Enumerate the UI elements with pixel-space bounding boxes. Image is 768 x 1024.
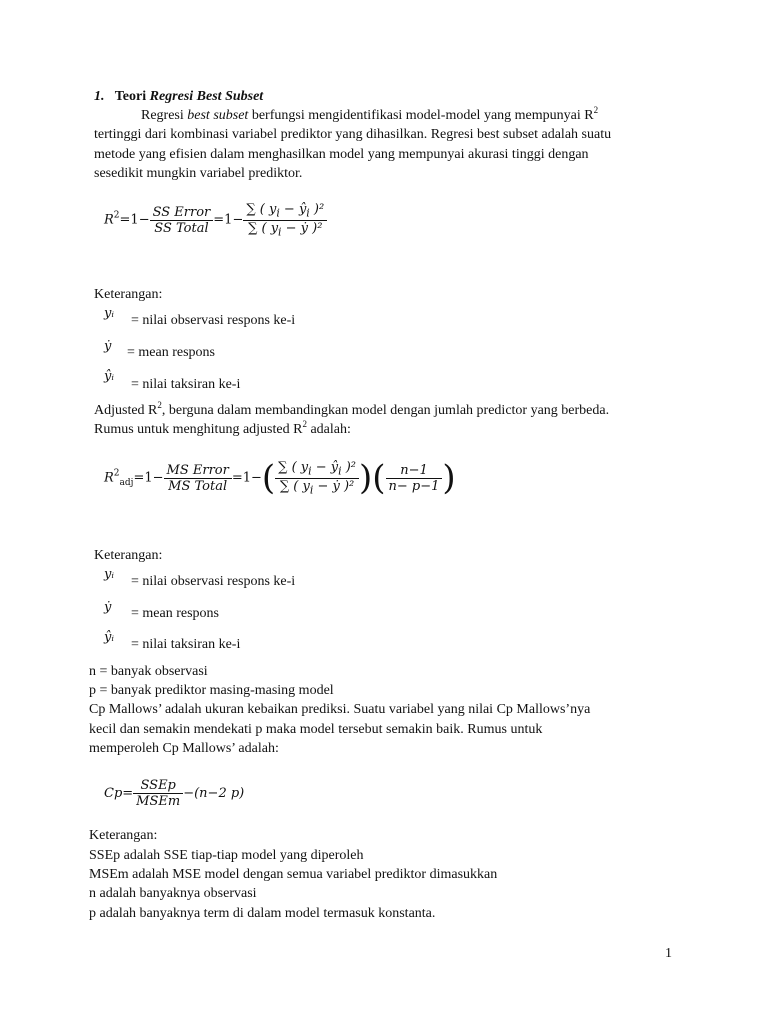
para1-line2: tertinggi dari kombinasi variabel prediktor yang dihasilkan. Regresi best subset adalah suatu <box>94 127 612 142</box>
symbol-y-hat-2: ŷᵢ <box>104 630 114 645</box>
formula2-inner-numerator: ∑ ( $y_i$ − $ŷ_i$ )² <box>275 460 359 479</box>
section-title-plain: Teori <box>114 89 150 104</box>
section-title-italic: Regresi Best Subset <box>149 89 264 104</box>
keterangan1-title: Keterangan: <box>94 287 163 302</box>
r-squared-formula: $R^2=1-$ $\frac{\text{SS Error}}{\text{SS Total}}$ =1− $\frac{\sum ( y_i - ŷ_i )^2}{\sum ( y_i - ẏ )^2}$ <box>104 202 327 238</box>
def-n: n = banyak observasi <box>89 664 208 679</box>
keterangan2-item3: = nilai taksiran ke-i <box>131 637 241 652</box>
cp-line1: Cp Mallows’ adalah ukuran kebaikan prediksi. Suatu variabel yang nilai Cp Mallows’nya <box>89 702 591 717</box>
symbol-y-i-2: yᵢ <box>104 567 114 582</box>
keterangan2-title: Keterangan: <box>94 548 163 563</box>
cp-mallows-formula: Cp= $\frac{\text{SSEp}}{\text{MSEm}}$ −(n−2 p) <box>104 778 245 809</box>
adjusted-line2: Rumus untuk menghitung adjusted $R^2$ adalah: <box>94 419 351 437</box>
para1-line4: sesedikit mungkin variabel prediktor. <box>94 166 303 181</box>
adjusted-r-squared-formula: $R^2_{adj}=1-$ $\frac{\text{MS Error}}{\text{MS Total}}$ =1−( $\frac{\sum ( y_i - ŷ_i )^2}{\sum ( y_i - ẏ )^2}$ )( $\frac{n-1}{n- p-1}$ ) <box>104 458 456 498</box>
keterangan1-item3: = nilai taksiran ke-i <box>131 377 241 392</box>
keterangan3-line1: SSEp adalah SSE tiap-tiap model yang diperoleh <box>89 848 364 863</box>
section-heading <box>94 88 263 106</box>
formula1-denominator: ∑ ( $y_i$ − ẏ )² <box>248 220 323 239</box>
formula2-inner-denominator: ∑ ( $y_i$ − ẏ )² <box>279 478 355 497</box>
keterangan1-item1: = nilai observasi respons ke-i <box>131 313 296 328</box>
keterangan3-line2: MSEm adalah MSE model dengan semua variabel prediktor dimasukkan <box>89 867 498 882</box>
symbol-y-mean: ẏ <box>104 339 112 354</box>
keterangan1-item2: = mean respons <box>127 345 215 360</box>
cp-line3: memperoleh Cp Mallows’ adalah: <box>89 741 279 756</box>
keterangan2-item2: = mean respons <box>131 606 219 621</box>
keterangan3-title: Keterangan: <box>89 828 158 843</box>
symbol-y-i: yᵢ <box>104 306 114 321</box>
section-number: 1. <box>94 89 105 104</box>
para1-line3: metode yang efisien dalam menghasilkan model yang mempunyai akurasi tinggi dengan <box>94 147 589 162</box>
symbol-y-hat: ŷᵢ <box>104 369 114 384</box>
keterangan3-line4: p adalah banyaknya term di dalam model termasuk konstanta. <box>89 906 436 921</box>
formula1-numerator: ∑ ( $y_i$ − $ŷ_i$ )² <box>243 202 327 221</box>
keterangan2-item1: = nilai observasi respons ke-i <box>131 574 296 589</box>
page-number: 1 <box>665 946 672 961</box>
def-p: p = banyak prediktor masing-masing model <box>89 683 334 698</box>
adjusted-line1: Adjusted $R^2$, berguna dalam membandingkan model dengan jumlah predictor yang berbeda. <box>94 400 610 418</box>
para1-line1: Regresi best subset berfungsi mengidentifikasi model-model yang mempunyai $R^2$ <box>141 105 599 123</box>
symbol-y-mean-2: ẏ <box>104 600 112 615</box>
cp-line2: kecil dan semakin mendekati p maka model tersebut semakin baik. Rumus untuk <box>89 722 543 737</box>
keterangan3-line3: n adalah banyaknya observasi <box>89 886 257 901</box>
